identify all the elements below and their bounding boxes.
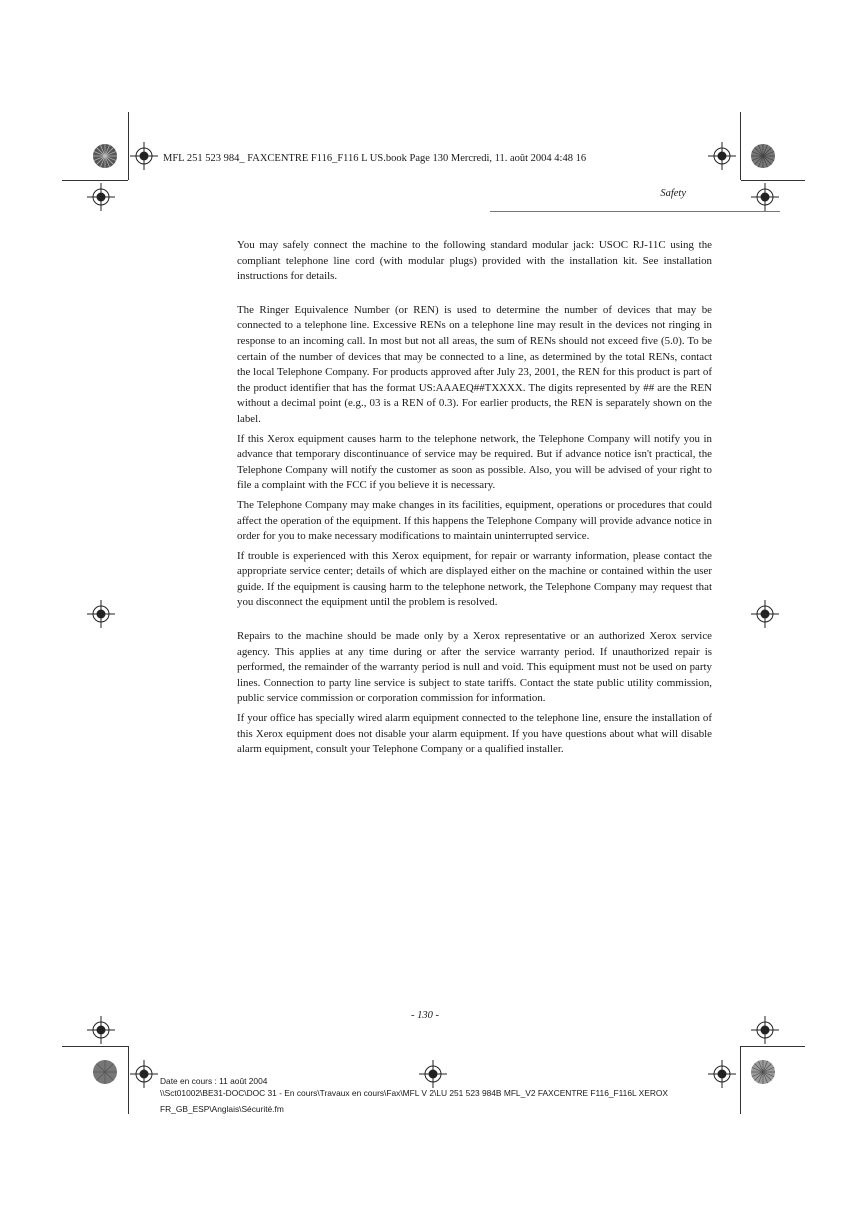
section-title: Safety (660, 188, 686, 199)
registration-target-icon (708, 1060, 736, 1088)
crop-line (740, 112, 741, 180)
page-number: - 130 - (411, 1010, 439, 1021)
paragraph-repairs: Repairs to the machine should be made only by a Xerox representative or an authorized Xerox service agency. This applies at any time during or after the service warranty period. If unauthorized repair is performed, the remainder of the warranty period is null and void. This equipment must not be used on party lines. Connection to party line service is subject to state tariffs. Contact the state public utility commission, public service commission or corporation commission for information. (237, 630, 712, 705)
registration-target-icon (419, 1060, 447, 1088)
registration-target-icon (130, 1060, 158, 1088)
registration-target-icon (87, 183, 115, 211)
registration-target-icon (751, 600, 779, 628)
registration-target-icon (87, 600, 115, 628)
registration-target-icon (751, 183, 779, 211)
crop-line (741, 180, 805, 181)
header-rule (490, 211, 780, 212)
paragraph-modular-jack: You may safely connect the machine to the following standard modular jack: USOC RJ-11C using the compliant telephone line cord (with modular plugs) provided with the installation kit. See installation instructions for details. (237, 239, 712, 283)
registration-target-icon (751, 1016, 779, 1044)
calibration-rosette-icon (92, 143, 118, 169)
paragraph-trouble: If trouble is experienced with this Xerox equipment, for repair or warranty information, please contact the appropriate service center; details of which are displayed either on the machine or contained within the user guide. If the equipment is causing harm to the telephone network, the Telephone Company may request that you disconnect the equipment until the problem is resolved. (237, 549, 712, 609)
crop-line (741, 1046, 805, 1047)
paragraph-ren: The Ringer Equivalence Number (or REN) is used to determine the number of devices that may be connected to a telephone line. Excessive RENs on a telephone line may result in the devices not ringing in response to an incoming call. In most but not all areas, the sum of RENs should not exceed five (5.0). To be certain of the number of devices that may be connected to a line, as determined by the total RENs, contact the local Telephone Company. For products approved after July 23, 2001, the REN for this product is part of the product identifier that has the format US:AAAEQ##TXXXX. The digits represented by ## are the REN without a decimal point (e.g., 03 is a REN of 0.3). For earlier products, the REN is separately shown on the label. (237, 303, 712, 425)
registration-target-icon (130, 142, 158, 170)
footer-date: Date en cours : 11 août 2004 (160, 1076, 268, 1086)
registration-target-icon (87, 1016, 115, 1044)
book-file-info: MFL 251 523 984_ FAXCENTRE F116_F116 L US.book Page 130 Mercredi, 11. août 2004 4:48 16 (163, 153, 587, 164)
calibration-rosette-icon (750, 1059, 776, 1085)
document-body (237, 238, 712, 762)
paragraph-facility-changes: The Telephone Company may make changes in its facilities, equipment, operations or procedures that could affect the operation of the equipment. If this happens the Telephone Company will provide advance notice in order for you to make necessary modifications to maintain uninterrupted service. (237, 498, 712, 543)
crop-line (128, 112, 129, 180)
registration-target-icon (708, 142, 736, 170)
crop-line (740, 1046, 741, 1114)
paragraph-network-harm: If this Xerox equipment causes harm to the telephone network, the Telephone Company will notify you in advance that temporary discontinuance of service may be required. But if advance notice isn't practical, the Telephone Company will notify the customer as soon as possible. Also, you will be advised of your right to file a complaint with the FCC if you believe it is necessary. (237, 432, 712, 492)
crop-line (128, 1046, 129, 1114)
footer-path: \\Sct01002\BE31-DOC\DOC 31 - En cours\Travaux en cours\Fax\MFL V 2\LU 251 523 984B MFL_V2 FAXCENTRE F116_F116L XEROX (160, 1088, 668, 1098)
paragraph-alarm: If your office has specially wired alarm equipment connected to the telephone line, ensure the installation of this Xerox equipment does not disable your alarm equipment. If you have questions about what will disable alarm equipment, consult your Telephone Company or a qualified installer. (237, 712, 712, 756)
calibration-rosette-icon (750, 143, 776, 169)
calibration-rosette-icon (92, 1059, 118, 1085)
crop-line (62, 180, 128, 181)
crop-line (62, 1046, 128, 1047)
footer-file: FR_GB_ESP\Anglais\Sécurité.fm (160, 1104, 284, 1114)
